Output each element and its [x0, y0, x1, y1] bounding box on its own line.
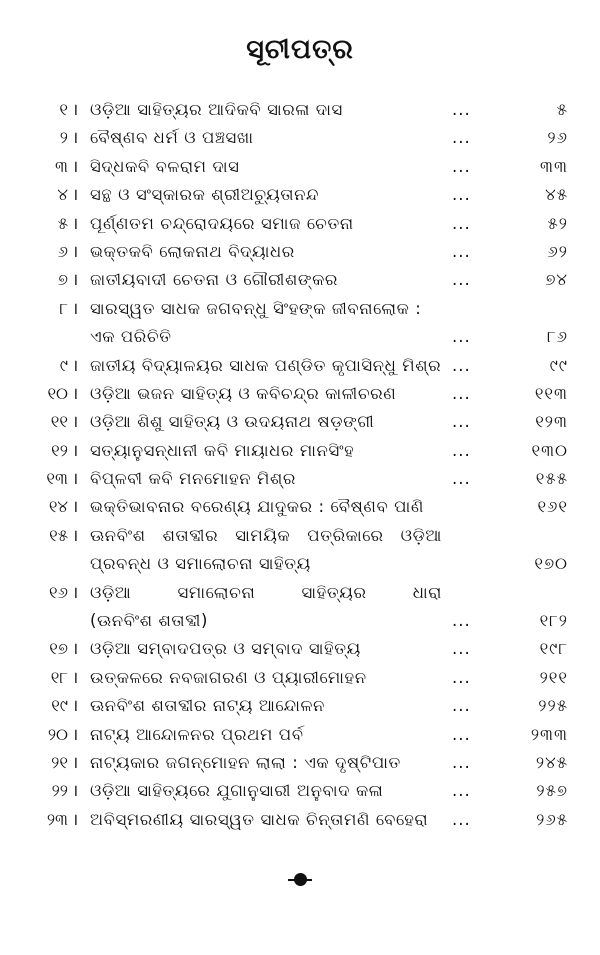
page-number: ୫: [556, 100, 568, 119]
entry-title: ଓଡ଼ିଆ ଭଜନ ସାହିତ୍ୟ ଓ କବିଚନ୍ଦ୍ର କାଳୀଚରଣ: [90, 383, 397, 403]
leader-dots: ...: [452, 752, 471, 772]
entry-separator: ।: [72, 185, 79, 205]
entry-number: ୨୩: [46, 809, 68, 829]
leader-dots: ...: [452, 383, 471, 403]
leader-dots: ...: [452, 611, 471, 631]
toc-line: [0, 153, 600, 181]
entry-separator: ।: [72, 497, 79, 517]
entry-title: ସତ୍ୟାନୁସନ୍ଧାନୀ କବି ମାୟାଧର ମାନସିଂହ: [90, 440, 355, 460]
leader-dots: ...: [452, 241, 471, 261]
entry-separator: ।: [72, 667, 79, 687]
entry-title: ସାରସ୍ୱତ ସାଧକ ଜଗବନ୍ଧୁ ସିଂହଙ୍କ ଜୀବନାଲୋକ :: [90, 298, 422, 318]
page-number: ୧୮୨: [539, 611, 568, 631]
toc-line: [0, 607, 600, 635]
toc-entry: [0, 408, 600, 436]
toc-entry: [0, 153, 600, 181]
leader-dots: ...: [452, 724, 471, 744]
toc-entry: [0, 295, 600, 352]
entry-title: ଓଡ଼ିଆ ଶିଶୁ ସାହିତ୍ୟ ଓ ଉଦୟନାଥ ଷଡ଼ଙ୍ଗୀ: [90, 412, 375, 432]
entry-title: ସିଦ୍ଧକବି ବଳରାମ ଦାସ: [90, 156, 240, 176]
toc-line: [0, 692, 600, 720]
entry-number: ୩: [55, 156, 68, 176]
toc-line: [0, 295, 600, 323]
toc-entry: [0, 664, 600, 692]
page-number: ୨୨୫: [538, 696, 568, 716]
toc-line: [0, 323, 600, 351]
entry-title: ଓଡ଼ିଆ ସାହିତ୍ୟର ଆଦିକବି ସାରଳା ଦାସ: [90, 100, 343, 119]
page-number: ୫୨: [547, 213, 568, 233]
entry-title: ସନ୍ଥ ଓ ସଂସ୍କାରକ ଶ୍ରୀଅଚ୍ୟୁତାନନ୍ଦ: [90, 185, 320, 205]
entry-separator: ।: [72, 752, 79, 772]
entry-number: ୧୨: [51, 440, 68, 460]
toc-line: [0, 437, 600, 465]
entry-number: ୬: [57, 241, 68, 261]
page-number: ୮୬: [547, 327, 568, 347]
toc-line: [0, 749, 600, 777]
entry-number: ୧୧: [50, 412, 68, 432]
entry-separator: ।: [72, 440, 79, 460]
entry-separator: ।: [72, 100, 79, 119]
page-number: ୯୯: [549, 355, 568, 375]
leader-dots: ...: [452, 327, 471, 347]
entry-separator: ।: [72, 639, 79, 659]
entry-title: ବୈଷ୍ଣବ ଧର୍ମ ଓ ପଞ୍ଚସଖା: [90, 128, 254, 148]
toc-line: [0, 777, 600, 805]
entry-separator: ।: [72, 781, 79, 801]
page-number: ୩୩: [540, 156, 568, 176]
entry-title: ଓଡ଼ିଆ ସାହିତ୍ୟରେ ଯୁଗାନୁସାରୀ ଅନୁବାଦ କଳା: [90, 781, 384, 801]
entry-title: ଊନବିଂଶ ଶତାବ୍ଦୀର ସାମୟିକ ପତ୍ରିକାରେ ଓଡ଼ିଆ: [90, 525, 442, 545]
toc-line: [0, 352, 600, 380]
entry-title: ଓଡ଼ିଆ ସମ୍ବାଦପତ୍ର ଓ ସମ୍ବାଦ ସାହିତ୍ୟ: [90, 639, 361, 659]
entry-number: ୧୮: [50, 667, 68, 687]
entry-title: (ଊନବିଂଶ ଶତାବ୍ଦୀ): [90, 611, 208, 631]
entry-number: ୭: [57, 270, 68, 290]
entry-separator: ।: [72, 298, 79, 318]
page-number: ୧୬୧: [537, 497, 568, 517]
entry-number: ୨୧: [51, 752, 68, 772]
toc-entry: [0, 522, 600, 579]
leader-dots: ...: [452, 185, 471, 205]
toc-entry: [0, 749, 600, 777]
entry-title: ଓଡ଼ିଆ ସମାଲୋଚନା ସାହିତ୍ୟର ଧାରା: [90, 582, 442, 602]
leader-dots: ...: [452, 639, 471, 659]
toc-entry: [0, 692, 600, 720]
toc-entry: [0, 777, 600, 805]
toc-line: [0, 266, 600, 294]
page-number: ୧୭୦: [534, 554, 568, 574]
page-number: ୨୫୭: [536, 781, 568, 801]
toc-line: [0, 522, 600, 550]
leader-dots: ...: [452, 781, 471, 801]
toc-line: [0, 664, 600, 692]
entry-separator: ।: [72, 213, 79, 233]
entry-title: ଏକ ପରିଚିତି: [90, 327, 172, 347]
entry-separator: ।: [72, 355, 79, 375]
entry-separator: ।: [72, 412, 79, 432]
entry-separator: ।: [72, 582, 79, 602]
leader-dots: ...: [452, 809, 471, 829]
table-of-contents: [0, 96, 600, 834]
entry-separator: ।: [72, 696, 79, 716]
entry-separator: ।: [72, 383, 79, 403]
toc-line: [0, 635, 600, 663]
toc-entry: [0, 352, 600, 380]
entry-number: ୧୭: [49, 639, 68, 659]
toc-entry: [0, 380, 600, 408]
entry-separator: ।: [72, 525, 79, 545]
entry-number: ୪: [57, 185, 68, 205]
entry-number: ୧୦: [47, 383, 68, 403]
entry-number: ୨୨: [51, 781, 68, 801]
entry-number: ୨: [59, 128, 68, 148]
toc-line: [0, 210, 600, 238]
toc-entry: [0, 181, 600, 209]
entry-title: ଜାତୀୟ ବିଦ୍ୟାଳୟର ସାଧକ ପଣ୍ଡିତ କୃପାସିନ୍ଧୁ ମିଶ୍ର: [90, 355, 442, 375]
toc-entry: [0, 437, 600, 465]
leader-dots: ...: [452, 100, 471, 119]
entry-title: ନାଟ୍ୟକାର ଜଗନ୍ମୋହନ ଲାଲା : ଏକ ଦୃଷ୍ଟିପାତ: [90, 752, 401, 772]
toc-line: [0, 493, 600, 521]
toc-entry: [0, 721, 600, 749]
entry-number: ୮: [59, 298, 68, 318]
toc-entry: [0, 465, 600, 493]
entry-number: ୫: [57, 213, 68, 233]
page-number: ୨୬୫: [536, 809, 568, 829]
entry-title: ନାଟ୍ୟ ଆନ୍ଦୋଳନର ପ୍ରଥମ ପର୍ବ: [90, 724, 304, 744]
toc-entry: [0, 266, 600, 294]
entry-title: ପ୍ରବନ୍ଧ ଓ ସମାଲୋଚନା ସାହିତ୍ୟ: [90, 554, 311, 574]
toc-entry: [0, 635, 600, 663]
page-number: ୧୯୮: [539, 639, 568, 659]
entry-separator: ।: [72, 270, 79, 290]
page-number: ୧୩୦: [531, 440, 568, 460]
page-number: ୬୨: [547, 241, 568, 261]
ornament-dot-icon: [288, 872, 312, 886]
entry-title: ପୂର୍ଣ୍ଣତମ ଚନ୍ଦ୍ରୋଦୟରେ ସମାଜ ଚେତନା: [90, 213, 354, 233]
entry-number: ୯: [59, 355, 68, 375]
page-number: ୨୩୩: [530, 724, 568, 744]
toc-line: [0, 806, 600, 834]
entry-number: ୧୫: [49, 525, 68, 545]
entry-number: ୧: [59, 100, 68, 119]
page-title: ସୂଚୀପତ୍ର: [246, 34, 354, 65]
page-number: ୭୪: [545, 270, 568, 290]
toc-line: [0, 721, 600, 749]
page-number: ୧୧୩: [534, 383, 568, 403]
page-number: ୨୪୫: [535, 752, 568, 772]
page-number: ୨୧୧: [539, 667, 568, 687]
entry-title: ଅବିସ୍ମରଣୀୟ ସାରସ୍ୱତ ସାଧକ ଚିନ୍ତାମଣି ବେହେରା: [90, 809, 429, 829]
entry-title: ଜାତୀୟବାଦୀ ଚେତନା ଓ ଗୌରୀଶଙ୍କର: [90, 270, 339, 290]
toc-entry: [0, 493, 600, 521]
entry-separator: ।: [72, 809, 79, 829]
leader-dots: ...: [452, 270, 471, 290]
toc-line: [0, 124, 600, 152]
toc-entry: [0, 579, 600, 636]
entry-title: ଊନବିଂଶ ଶତାବ୍ଦୀର ନାଟ୍ୟ ଆନ୍ଦୋଳନ: [90, 696, 325, 716]
entry-number: ୧୩: [46, 469, 68, 489]
entry-separator: ।: [72, 128, 79, 148]
toc-line: [0, 465, 600, 493]
leader-dots: ...: [452, 128, 471, 148]
toc-line: [0, 96, 600, 124]
toc-line: [0, 408, 600, 436]
leader-dots: ...: [452, 696, 471, 716]
entry-number: ୨୦: [47, 724, 68, 744]
page-number: ୧୫୫: [535, 469, 568, 489]
entry-separator: ।: [72, 724, 79, 744]
page-number: ୨୬: [547, 128, 568, 148]
entry-title: ଭକ୍ତିଭାବନାର ବରେଣ୍ୟ ଯାଦୁକର : ବୈଷ୍ଣବ ପାଣି: [90, 497, 424, 517]
leader-dots: ...: [452, 440, 471, 460]
toc-entry: [0, 806, 600, 834]
leader-dots: ...: [452, 469, 471, 489]
toc-line: [0, 380, 600, 408]
toc-entry: [0, 238, 600, 266]
page-number: ୪୫: [545, 185, 568, 205]
leader-dots: ...: [452, 355, 471, 375]
entry-number: ୧୯: [51, 696, 68, 716]
entry-title: ଭକ୍ତକବି ଲୋକନାଥ ବିଦ୍ୟାଧର: [90, 241, 295, 261]
toc-entry: [0, 210, 600, 238]
entry-number: ୧୬: [49, 582, 68, 602]
leader-dots: ...: [452, 156, 471, 176]
toc-line: [0, 238, 600, 266]
leader-dots: ...: [452, 213, 471, 233]
leader-dots: ...: [452, 412, 471, 432]
entry-separator: ।: [72, 469, 79, 489]
toc-entry: [0, 124, 600, 152]
leader-dots: ...: [452, 667, 471, 687]
toc-line: [0, 579, 600, 607]
entry-separator: ।: [72, 241, 79, 261]
toc-line: [0, 181, 600, 209]
entry-number: ୧୪: [48, 497, 68, 517]
toc-entry: [0, 96, 600, 124]
entry-title: ବିପ୍ଳବୀ କବି ମନମୋହନ ମିଶ୍ର: [90, 469, 296, 489]
page-number: ୧୨୩: [535, 412, 568, 432]
entry-title: ଉତ୍କଳରେ ନବଜାଗରଣ ଓ ପ୍ୟାରୀମୋହନ: [90, 667, 367, 687]
toc-line: [0, 550, 600, 578]
entry-separator: ।: [72, 156, 79, 176]
